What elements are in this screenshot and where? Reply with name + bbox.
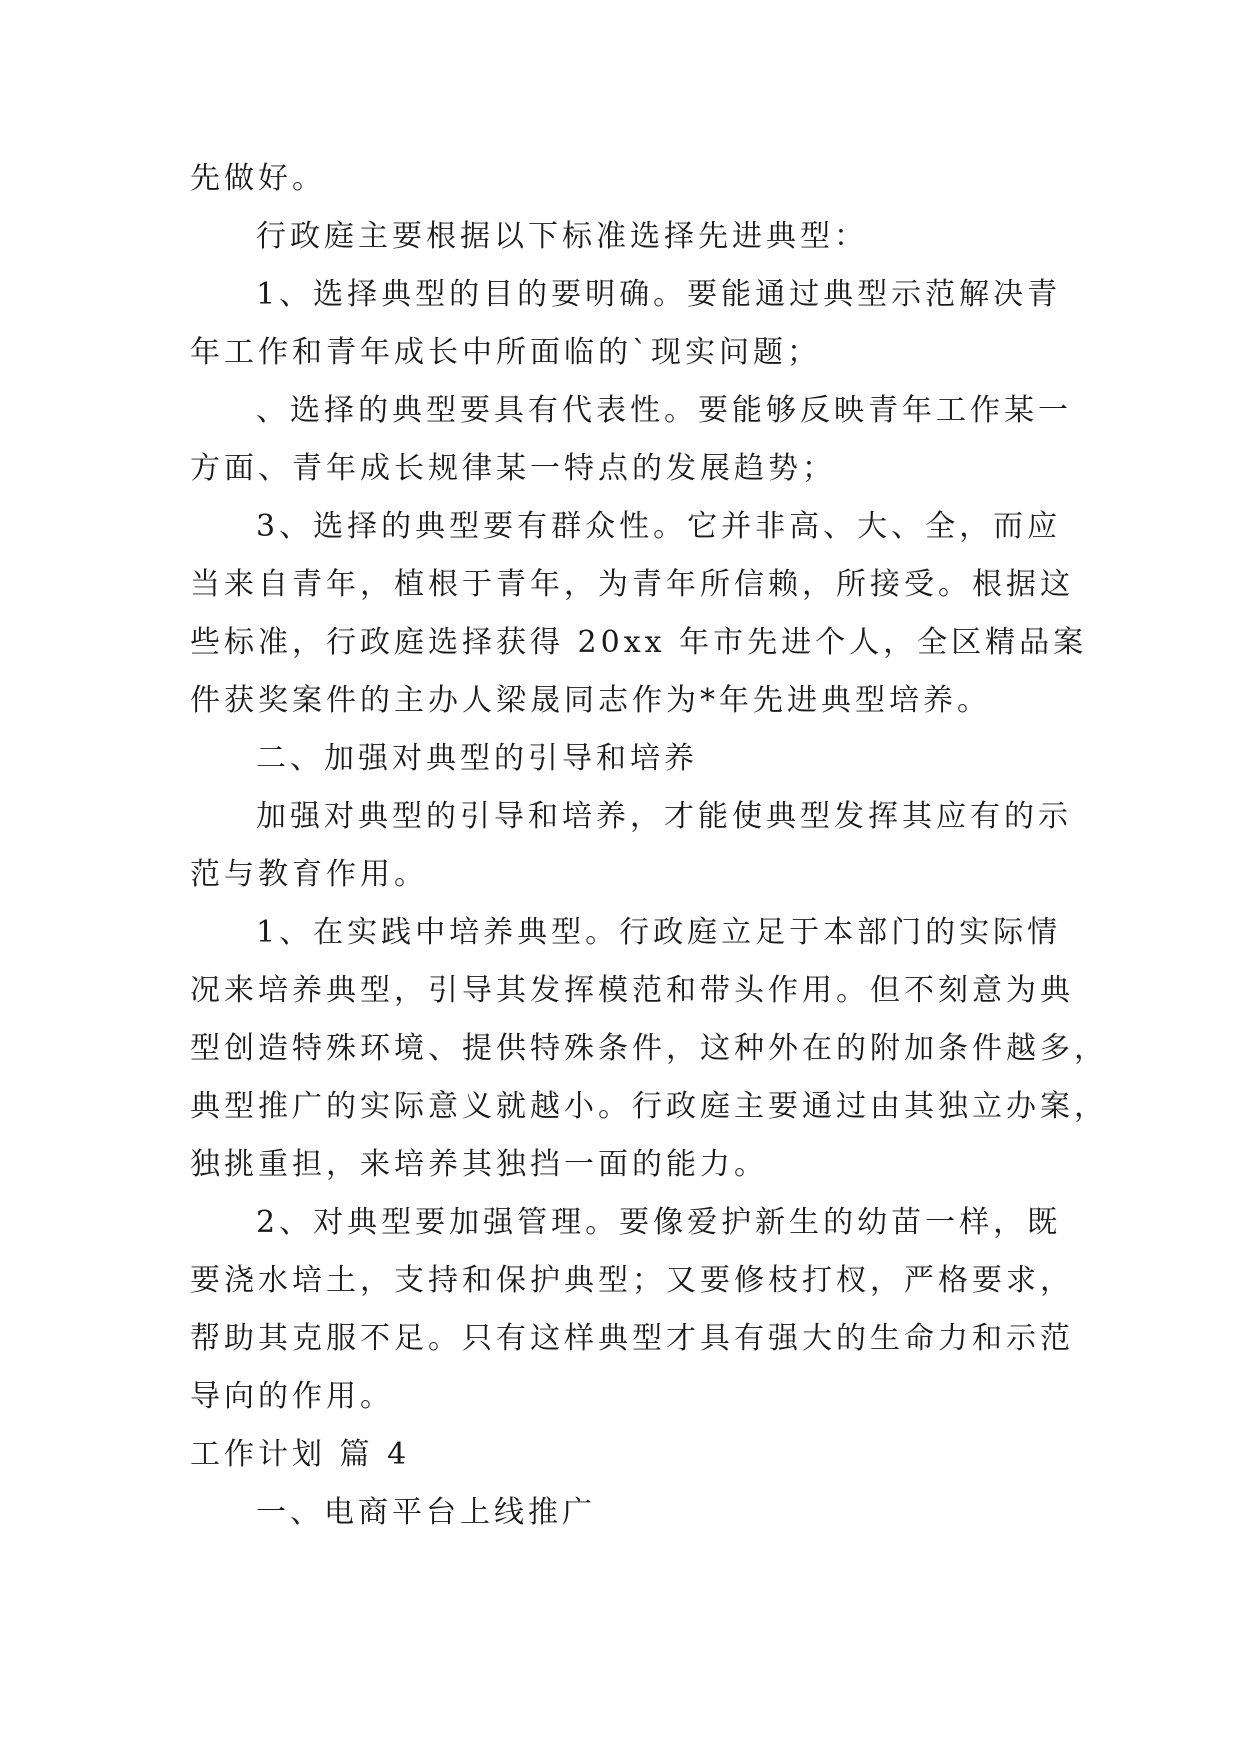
text-line: 加强对典型的引导和培养，才能使典型发挥其应有的示 <box>256 799 1072 834</box>
section-heading: 一、电商平台上线推广 <box>256 1495 596 1530</box>
text-line: 典型推广的实际意义就越小。行政庭主要通过由其独立办案， <box>190 1089 1108 1124</box>
text-line: 帮助其克服不足。只有这样典型才具有强大的生命力和示范 <box>190 1321 1074 1356</box>
text-line: 行政庭主要根据以下标准选择先进典型： <box>256 219 868 254</box>
text-line: 型创造特殊环境、提供特殊条件，这种外在的附加条件越多， <box>190 1031 1108 1066</box>
text-line: 1、选择典型的目的要明确。要能通过典型示范解决青 <box>256 277 1062 312</box>
text-line: 况来培养典型，引导其发挥模范和带头作用。但不刻意为典 <box>190 973 1074 1008</box>
text-line: 些标准，行政庭选择获得 20xx 年市先进个人，全区精品案 <box>190 625 1088 660</box>
text-line: 件获奖案件的主办人梁晟同志作为*年先进典型培养。 <box>190 683 991 718</box>
text-line: 方面、青年成长规律某一特点的发展趋势； <box>190 451 836 486</box>
document-body <box>190 150 1108 1542</box>
text-line: 当来自青年，植根于青年，为青年所信赖，所接受。根据这 <box>190 567 1074 602</box>
text-line: 年工作和青年成长中所面临的`现实问题； <box>190 335 821 370</box>
text-line: 导向的作用。 <box>190 1379 394 1414</box>
section-title: 工作计划 篇 4 <box>190 1437 411 1472</box>
text-line: 2、对典型要加强管理。要像爱护新生的幼苗一样，既 <box>256 1205 1062 1240</box>
text-line: 、选择的典型要具有代表性。要能够反映青年工作某一 <box>256 393 1072 428</box>
section-heading: 二、加强对典型的引导和培养 <box>256 741 698 776</box>
text-line: 先做好。 <box>190 161 326 196</box>
text-line: 范与教育作用。 <box>190 857 428 892</box>
text-line: 独挑重担，来培养其独挡一面的能力。 <box>190 1147 768 1182</box>
text-line: 3、选择的典型要有群众性。它并非高、大、全，而应 <box>256 509 1062 544</box>
text-line: 1、在实践中培养典型。行政庭立足于本部门的实际情 <box>256 915 1062 950</box>
text-line: 要浇水培土，支持和保护典型；又要修枝打杈，严格要求， <box>190 1263 1074 1298</box>
